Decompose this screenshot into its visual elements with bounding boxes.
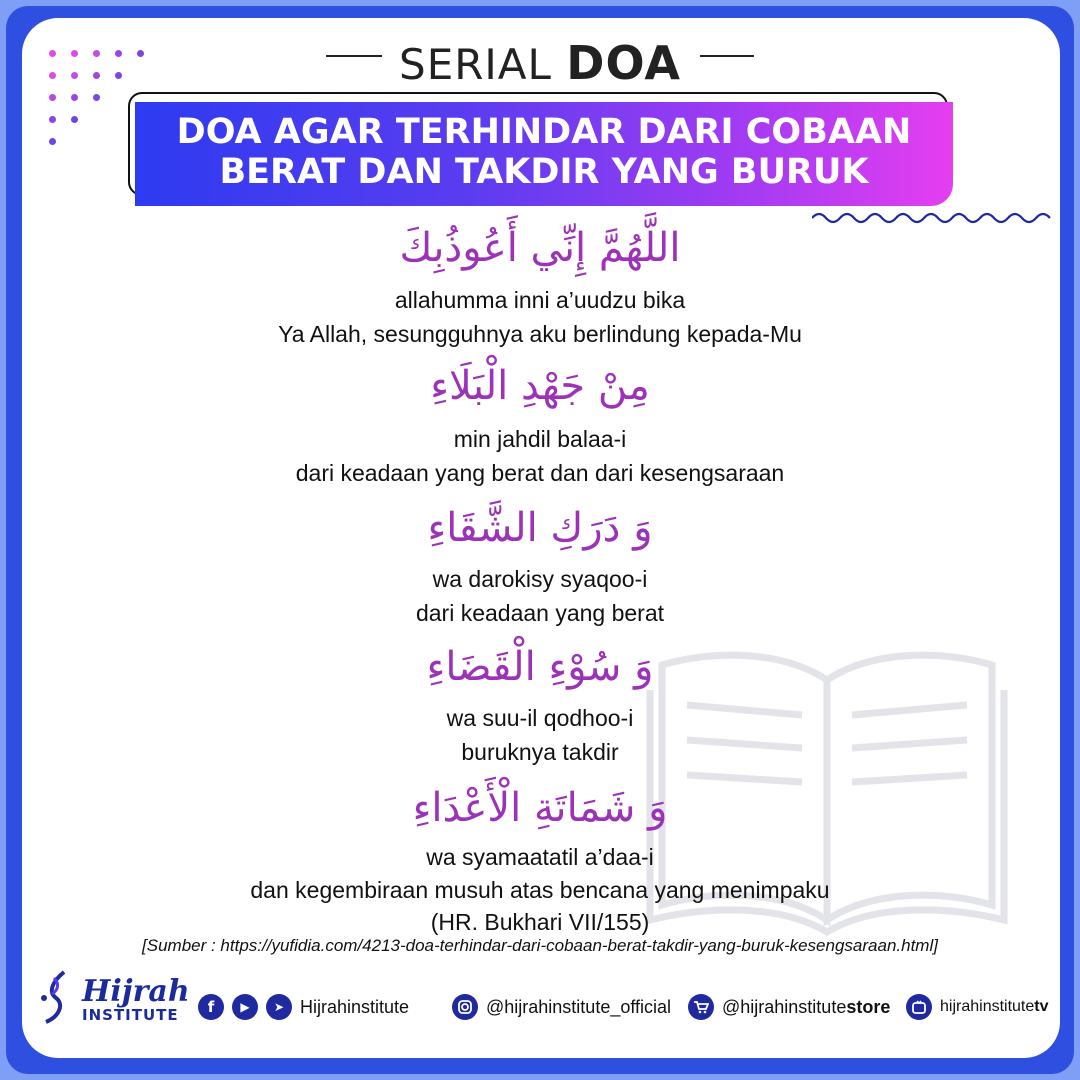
youtube-icon[interactable]: ▶ xyxy=(232,994,258,1020)
igtv-icon[interactable] xyxy=(906,994,932,1020)
social-group-main xyxy=(198,994,409,1020)
verse-4-arabic: وَ سُوْءِ الْقَضَاءِ xyxy=(426,644,654,690)
social-group-instagram xyxy=(452,994,671,1020)
page-title xyxy=(0,36,1080,90)
store-handle[interactable] xyxy=(722,997,890,1018)
social-group-tv xyxy=(906,994,1049,1020)
dot xyxy=(49,138,56,145)
verse-4-meaning: buruknya takdir xyxy=(461,739,619,765)
instagram-handle[interactable]: @hijrahinstitute_official xyxy=(486,996,672,1017)
title-banner xyxy=(135,102,953,206)
facebook-icon[interactable]: f xyxy=(198,994,224,1020)
verse-1-latin: allahumma inni a’uudzu bika xyxy=(394,287,686,313)
verse-3-latin: wa darokisy syaqoo-i xyxy=(432,566,648,592)
source-link[interactable]: [Sumber : https://yufidia.com/4213-doa-terhindar-dari-cobaan-berat-takdir-yang-buruk-kesengsaraan.html] xyxy=(142,936,938,955)
banner-line-2: BERAT DAN TAKDIR YANG BURUK xyxy=(219,152,869,192)
tv-handle-suffix: tv xyxy=(1034,998,1049,1015)
verse-2-meaning: dari keadaan yang berat dan dari kesengsaraan xyxy=(295,460,785,486)
logo-emblem-icon xyxy=(34,968,80,1028)
wave-decoration xyxy=(812,210,1052,226)
social-handle[interactable]: Hijrahinstitute xyxy=(300,996,410,1017)
verse-4-latin: wa suu-il qodhoo-i xyxy=(446,705,634,731)
tv-handle-prefix: hijrahinstitute xyxy=(940,998,1035,1015)
store-handle-prefix: @hijrahinstitute xyxy=(722,996,847,1017)
hadith-reference: (HR. Bukhari VII/155) xyxy=(430,909,650,935)
banner-line-1: DOA AGAR TERHINDAR DARI COBAAN xyxy=(176,112,912,152)
logo-sub: INSTITUTE xyxy=(82,1006,179,1024)
verse-5-meaning: dan kegembiraan musuh atas bencana yang menimpaku xyxy=(250,877,830,903)
store-handle-suffix: store xyxy=(846,996,891,1017)
dot xyxy=(49,116,56,123)
footer xyxy=(0,962,1080,1052)
logo-name: Hijrah xyxy=(82,974,190,1009)
verse-5-arabic: وَ شَمَاتَةِ الْأَعْدَاءِ xyxy=(412,785,668,831)
telegram-icon[interactable]: ➤ xyxy=(266,994,292,1020)
verse-5-latin: wa syamaatatil a’daa-i xyxy=(426,844,654,870)
tv-handle[interactable] xyxy=(940,998,1049,1016)
social-group-store xyxy=(688,994,890,1020)
verse-3-arabic: وَ دَرَكِ الشَّقَاءِ xyxy=(427,505,653,551)
dot xyxy=(71,116,78,123)
brand-logo[interactable] xyxy=(34,962,194,1032)
dot xyxy=(71,94,78,101)
verse-2-latin: min jahdil balaa-i xyxy=(453,426,627,452)
dot xyxy=(49,94,56,101)
title-prefix: SERIAL xyxy=(399,40,552,89)
verse-1-arabic: اللَّهُمَّ إِنِّي أَعُوذُبِكَ xyxy=(399,225,681,271)
verse-3-meaning: dari keadaan yang berat xyxy=(415,600,665,626)
verse-1-meaning: Ya Allah, sesungguhnya aku berlindung kepada-Mu xyxy=(278,321,802,347)
verse-2-arabic: مِنْ جَهْدِ الْبَلَاءِ xyxy=(430,363,650,409)
title-main: DOA xyxy=(566,36,681,90)
cart-icon[interactable] xyxy=(688,994,714,1020)
dot xyxy=(93,94,100,101)
instagram-icon[interactable] xyxy=(452,994,478,1020)
